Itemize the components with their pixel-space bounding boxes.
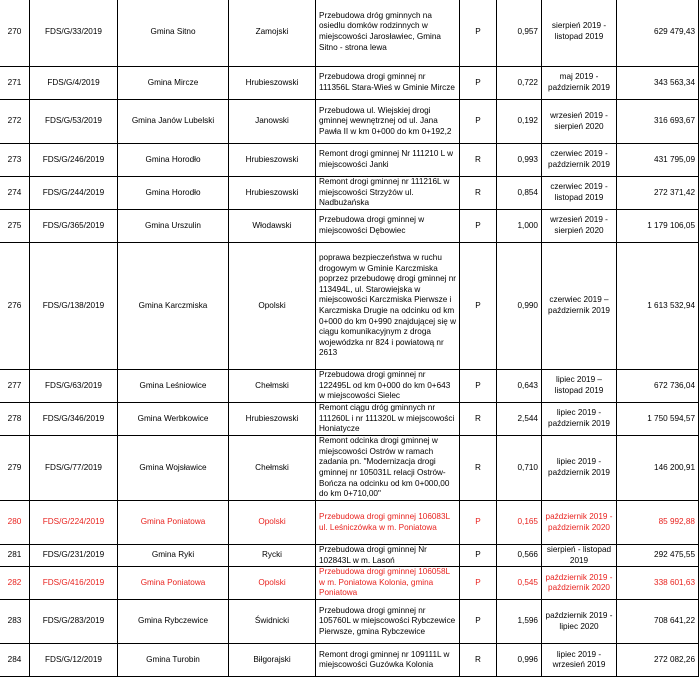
amount-cell: 272 371,42 [617,177,699,210]
category-cell: P [460,0,497,67]
length-cell: 0,165 [497,501,542,545]
amount-cell: 272 082,26 [617,644,699,677]
length-cell: 0,722 [497,67,542,100]
category-cell: P [460,100,497,144]
amount-cell: 708 641,22 [617,600,699,644]
municipality-cell: Gmina Wojsławice [118,436,229,501]
length-cell: 0,566 [497,545,542,567]
table-row [0,567,699,600]
municipality-cell: Gmina Leśniowice [118,370,229,403]
task-description-cell: Przebudowa drogi gminnej 106058L w m. Poniatowa Kolonia, gmina Poniatowa [316,567,460,600]
table-row [0,177,699,210]
table-row [0,501,699,545]
row-number-cell: 278 [0,403,30,436]
schedule-cell: maj 2019 - październik 2019 [542,67,617,100]
row-number-cell: 284 [0,644,30,677]
length-cell: 0,993 [497,144,542,177]
amount-cell: 85 992,88 [617,501,699,545]
category-cell: P [460,501,497,545]
county-cell: Hrubieszowski [229,403,316,436]
length-cell: 0,996 [497,644,542,677]
table-row [0,0,699,67]
task-description-cell: Przebudowa drogi gminnej w miejscowości Dębowiec [316,210,460,243]
county-cell: Chełmski [229,436,316,501]
municipality-cell: Gmina Rybczewice [118,600,229,644]
table-row [0,403,699,436]
application-number-cell: FDS/G/246/2019 [30,144,118,177]
length-cell: 0,990 [497,243,542,370]
task-description-cell: Przebudowa dróg gminnych na osiedlu domków rodzinnych w miejscowości Jarosławiec, Gmina Sitno - strona lewa [316,0,460,67]
row-number-cell: 272 [0,100,30,144]
category-cell: R [460,403,497,436]
municipality-cell: Gmina Horodło [118,177,229,210]
county-cell: Opolski [229,501,316,545]
length-cell: 0,643 [497,370,542,403]
application-number-cell: FDS/G/416/2019 [30,567,118,600]
application-number-cell: FDS/G/63/2019 [30,370,118,403]
task-description-cell: Przebudowa drogi gminnej Nr 102843L w m. Lasoń [316,545,460,567]
category-cell: R [460,177,497,210]
county-cell: Hrubieszowski [229,144,316,177]
county-cell: Hrubieszowski [229,67,316,100]
schedule-cell: lipiec 2019 - październik 2019 [542,403,617,436]
row-number-cell: 281 [0,545,30,567]
municipality-cell: Gmina Karczmiska [118,243,229,370]
county-cell: Opolski [229,243,316,370]
county-cell: Opolski [229,567,316,600]
amount-cell: 338 601,63 [617,567,699,600]
table-row [0,545,699,567]
task-description-cell: Przebudowa drogi gminnej nr 105760L w miejscowości Rybczewice Pierwsze, gmina Rybczewice [316,600,460,644]
category-cell: P [460,210,497,243]
municipality-cell: Gmina Urszulin [118,210,229,243]
municipality-cell: Gmina Ryki [118,545,229,567]
row-number-cell: 280 [0,501,30,545]
row-number-cell: 282 [0,567,30,600]
amount-cell: 1 750 594,57 [617,403,699,436]
row-number-cell: 273 [0,144,30,177]
category-cell: P [460,600,497,644]
application-number-cell: FDS/G/231/2019 [30,545,118,567]
application-number-cell: FDS/G/224/2019 [30,501,118,545]
application-number-cell: FDS/G/53/2019 [30,100,118,144]
schedule-cell: sierpień 2019 - listopad 2019 [542,0,617,67]
category-cell: P [460,243,497,370]
schedule-cell: wrzesień 2019 - sierpień 2020 [542,100,617,144]
county-cell: Świdnicki [229,600,316,644]
application-number-cell: FDS/G/33/2019 [30,0,118,67]
application-number-cell: FDS/G/12/2019 [30,644,118,677]
task-description-cell: Przebudowa drogi gminnej nr 111356L Stara-Wieś w Gminie Mircze [316,67,460,100]
row-number-cell: 275 [0,210,30,243]
application-number-cell: FDS/G/283/2019 [30,600,118,644]
county-cell: Włodawski [229,210,316,243]
schedule-cell: lipiec 2019 - wrzesień 2019 [542,644,617,677]
amount-cell: 629 479,43 [617,0,699,67]
schedule-cell: lipiec 2019 – listopad 2019 [542,370,617,403]
table-row [0,100,699,144]
schedule-cell: październik 2019 - październik 2020 [542,501,617,545]
application-number-cell: FDS/G/365/2019 [30,210,118,243]
amount-cell: 672 736,04 [617,370,699,403]
county-cell: Janowski [229,100,316,144]
length-cell: 0,854 [497,177,542,210]
schedule-cell: październik 2019 - październik 2020 [542,567,617,600]
category-cell: P [460,567,497,600]
amount-cell: 316 693,67 [617,100,699,144]
county-cell: Rycki [229,545,316,567]
municipality-cell: Gmina Mircze [118,67,229,100]
county-cell: Biłgorajski [229,644,316,677]
task-description-cell: Przebudowa drogi gminnej nr 122495L od km 0+000 do km 0+643 w miejscowości Sielec [316,370,460,403]
municipality-cell: Gmina Poniatowa [118,567,229,600]
category-cell: P [460,370,497,403]
task-description-cell: Przebudowa ul. Wiejskiej drogi gminnej wewnętrznej od ul. Jana Pawła II w km 0+000 do km 0+192,2 [316,100,460,144]
task-description-cell: Remont drogi gminnej nr 109111L w miejscowości Guzówka Kolonia [316,644,460,677]
category-cell: P [460,67,497,100]
schedule-cell: sierpień - listopad 2019 [542,545,617,567]
category-cell: R [460,436,497,501]
row-number-cell: 283 [0,600,30,644]
amount-cell: 292 475,55 [617,545,699,567]
row-number-cell: 277 [0,370,30,403]
application-number-cell: FDS/G/77/2019 [30,436,118,501]
table-row [0,243,699,370]
schedule-cell: październik 2019 - lipiec 2020 [542,600,617,644]
length-cell: 2,544 [497,403,542,436]
municipality-cell: Gmina Janów Lubelski [118,100,229,144]
amount-cell: 1 179 106,05 [617,210,699,243]
amount-cell: 146 200,91 [617,436,699,501]
task-description-cell: Remont drogi gminnej nr 111216L w miejscowości Strzyżów ul. Nadbużańska [316,177,460,210]
row-number-cell: 276 [0,243,30,370]
length-cell: 0,545 [497,567,542,600]
municipality-cell: Gmina Horodło [118,144,229,177]
length-cell: 0,710 [497,436,542,501]
municipality-cell: Gmina Sitno [118,0,229,67]
category-cell: R [460,144,497,177]
schedule-cell: czerwiec 2019 - listopad 2019 [542,177,617,210]
task-description-cell: Remont odcinka drogi gminnej w miejscowości Ostrów w ramach zadania pn. "Modernizacja drogi gminnej nr 105031L relacji Ostrów-Bończa na odcinku od km 0+000,00 do km 0+710,00" [316,436,460,501]
table-row [0,144,699,177]
application-number-cell: FDS/G/346/2019 [30,403,118,436]
row-number-cell: 274 [0,177,30,210]
category-cell: R [460,644,497,677]
table-row [0,370,699,403]
municipality-cell: Gmina Werbkowice [118,403,229,436]
county-cell: Chełmski [229,370,316,403]
amount-cell: 431 795,09 [617,144,699,177]
category-cell: P [460,545,497,567]
amount-cell: 343 563,34 [617,67,699,100]
task-description-cell: Remont drogi gminnej Nr 111210 L w miejscowości Janki [316,144,460,177]
length-cell: 1,596 [497,600,542,644]
schedule-cell: czerwiec 2019 – październik 2019 [542,243,617,370]
row-number-cell: 270 [0,0,30,67]
task-description-cell: Przebudowa drogi gminnej 106083L ul. Leśniczówka w m. Poniatowa [316,501,460,545]
table-row [0,436,699,501]
task-description-cell: Remont ciągu dróg gminnych nr 111260L i nr 111320L w miejscowości Honiatycze [316,403,460,436]
row-number-cell: 279 [0,436,30,501]
schedule-cell: czerwiec 2019 - październik 2019 [542,144,617,177]
length-cell: 0,957 [497,0,542,67]
length-cell: 0,192 [497,100,542,144]
table-row [0,644,699,677]
schedule-cell: wrzesień 2019 - sierpień 2020 [542,210,617,243]
county-cell: Zamojski [229,0,316,67]
application-number-cell: FDS/G/4/2019 [30,67,118,100]
municipality-cell: Gmina Turobin [118,644,229,677]
application-number-cell: FDS/G/244/2019 [30,177,118,210]
table-row [0,600,699,644]
table-row [0,67,699,100]
amount-cell: 1 613 532,94 [617,243,699,370]
table-row [0,210,699,243]
task-description-cell: poprawa bezpieczeństwa w ruchu drogowym w Gminie Karczmiska poprzez przebudowę drogi gminnej nr 113494L, ul. Starowiejska w miejscowości Karczmiska Pierwsze i Karczmiska Drugie na odcinku od km 0+000 do km 0+990 znajdującej się w ciągu komunikacyjnym z droga wojewódzka nr 824 i powiatową nr 2613 [316,243,460,370]
municipality-cell: Gmina Poniatowa [118,501,229,545]
county-cell: Hrubieszowski [229,177,316,210]
schedule-cell: lipiec 2019 - październik 2019 [542,436,617,501]
application-number-cell: FDS/G/138/2019 [30,243,118,370]
length-cell: 1,000 [497,210,542,243]
row-number-cell: 271 [0,67,30,100]
